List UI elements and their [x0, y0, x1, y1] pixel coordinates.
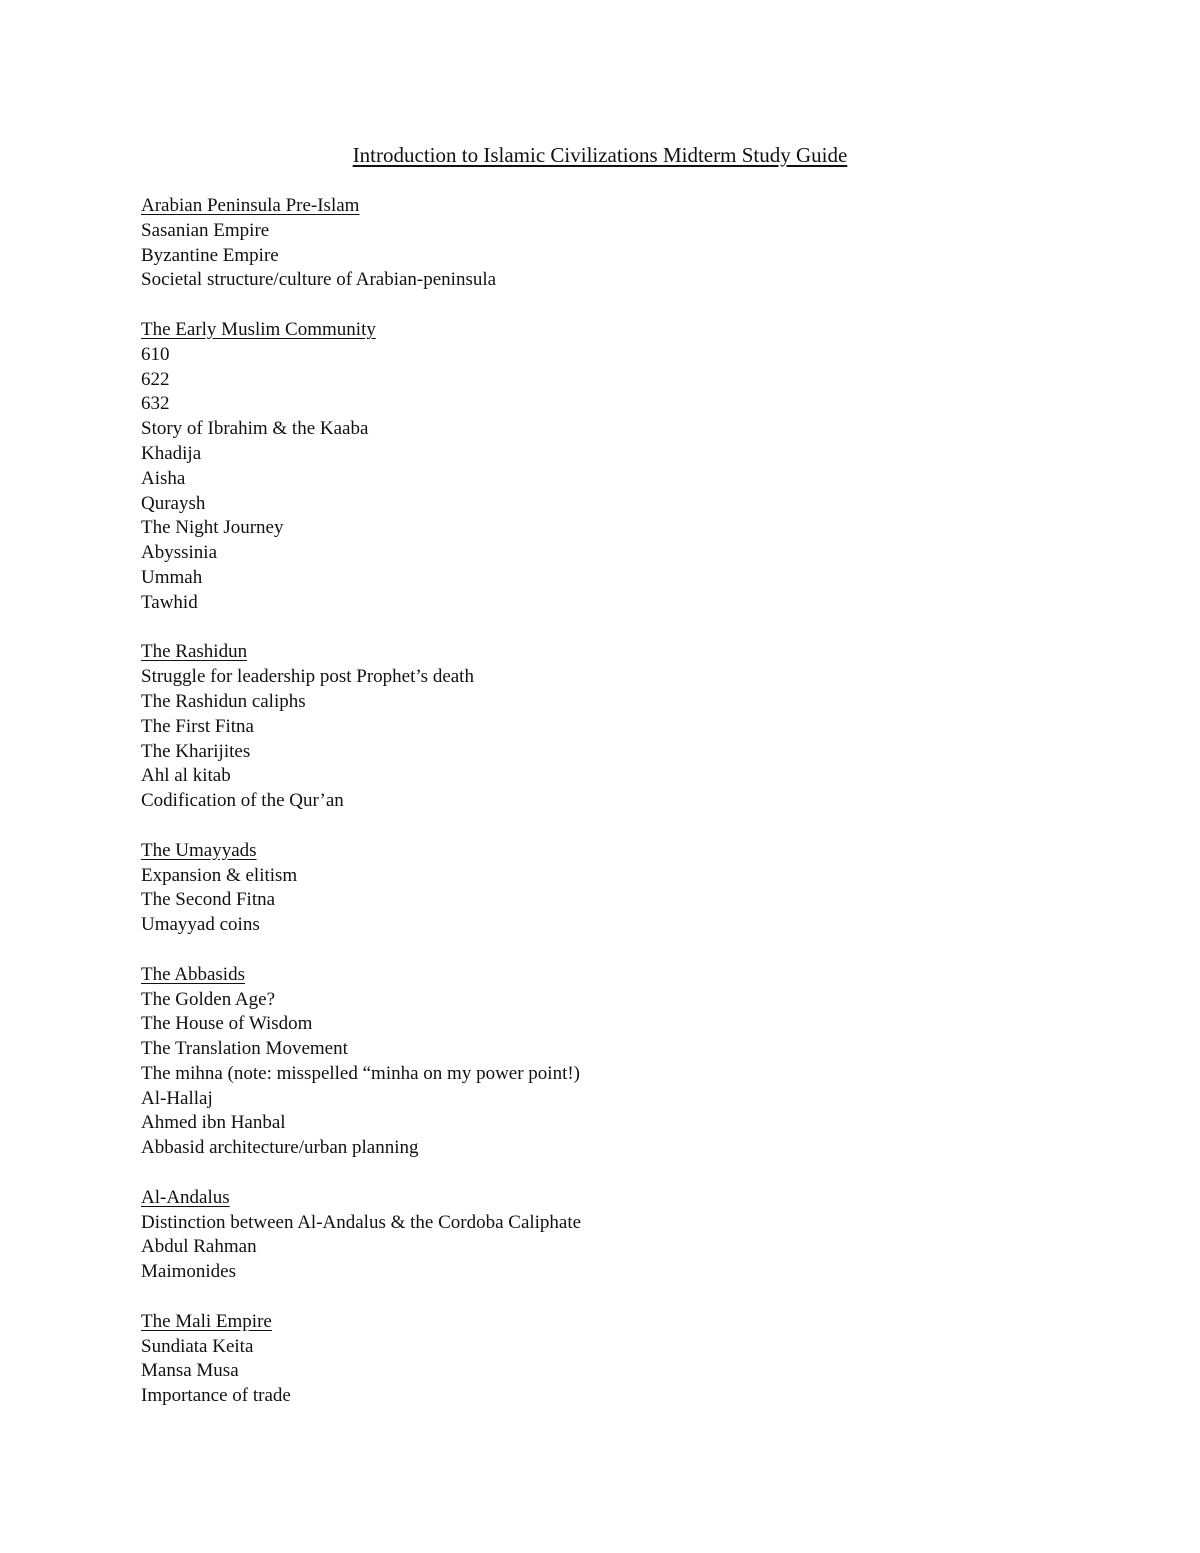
topic-item: Aisha	[141, 467, 186, 489]
section-heading: The Early Muslim Community	[141, 318, 376, 340]
topic-item: The House of Wisdom	[141, 1013, 313, 1035]
topic-item: Khadija	[141, 442, 202, 464]
topic-item: Al-Hallaj	[141, 1087, 213, 1109]
topic-item: Societal structure/culture of Arabian-peninsula	[141, 269, 497, 291]
topic-list	[141, 219, 1141, 293]
topic-item: 632	[141, 393, 170, 415]
section-abbasids	[141, 963, 1141, 1161]
section-heading: The Abbasids	[141, 963, 245, 985]
topic-list	[141, 864, 1141, 938]
topic-item: Mansa Musa	[141, 1360, 239, 1382]
topic-item: Ummah	[141, 566, 203, 588]
topic-item: Importance of trade	[141, 1385, 291, 1407]
section-heading: Al-Andalus	[141, 1186, 230, 1208]
topic-item: Abdul Rahman	[141, 1236, 257, 1258]
topic-item: The mihna (note: misspelled “minha on my power point!)	[141, 1062, 581, 1084]
section-umayyads	[141, 839, 1141, 938]
study-guide-content	[141, 194, 1141, 1434]
topic-item: Maimonides	[141, 1261, 236, 1283]
topic-item: Sasanian Empire	[141, 219, 270, 241]
topic-item: The Second Fitna	[141, 889, 276, 911]
topic-item: Sundiata Keita	[141, 1335, 254, 1357]
topic-item: 610	[141, 343, 170, 365]
topic-item: Byzantine Empire	[141, 244, 279, 266]
section-early-muslim-community	[141, 318, 1141, 616]
topic-list	[141, 665, 1141, 814]
topic-item: 622	[141, 368, 170, 390]
section-arabian-peninsula	[141, 194, 1141, 293]
topic-item: The Night Journey	[141, 517, 284, 539]
topic-item: Expansion & elitism	[141, 864, 298, 886]
page-title: Introduction to Islamic Civilizations Midterm Study Guide	[352, 143, 848, 167]
section-mali-empire	[141, 1310, 1141, 1409]
topic-item: Distinction between Al-Andalus & the Cordoba Caliphate	[141, 1211, 582, 1233]
section-heading: The Rashidun	[141, 641, 248, 663]
topic-item: Codification of the Qur’an	[141, 790, 344, 812]
section-heading: The Mali Empire	[141, 1310, 272, 1332]
topic-item: Struggle for leadership post Prophet’s death	[141, 666, 474, 688]
topic-item: Ahmed ibn Hanbal	[141, 1112, 286, 1134]
topic-list	[141, 1211, 1141, 1285]
topic-item: Quraysh	[141, 492, 206, 514]
topic-item: Umayyad coins	[141, 914, 260, 936]
topic-list	[141, 1335, 1141, 1409]
topic-item: Abyssinia	[141, 542, 217, 564]
topic-item: Abbasid architecture/urban planning	[141, 1137, 419, 1159]
topic-item: The Translation Movement	[141, 1038, 348, 1060]
topic-item: The Rashidun caliphs	[141, 690, 306, 712]
topic-item: The First Fitna	[141, 715, 254, 737]
topic-item: The Golden Age?	[141, 988, 276, 1010]
topic-list	[141, 343, 1141, 616]
section-heading: Arabian Peninsula Pre-Islam	[141, 195, 360, 216]
topic-item: Story of Ibrahim & the Kaaba	[141, 418, 369, 440]
section-rashidun	[141, 640, 1141, 814]
topic-item: Tawhid	[141, 591, 198, 613]
topic-list	[141, 988, 1141, 1162]
topic-item: The Kharijites	[141, 740, 251, 762]
topic-item: Ahl al kitab	[141, 765, 231, 787]
section-heading: The Umayyads	[141, 839, 257, 861]
section-al-andalus	[141, 1186, 1141, 1285]
